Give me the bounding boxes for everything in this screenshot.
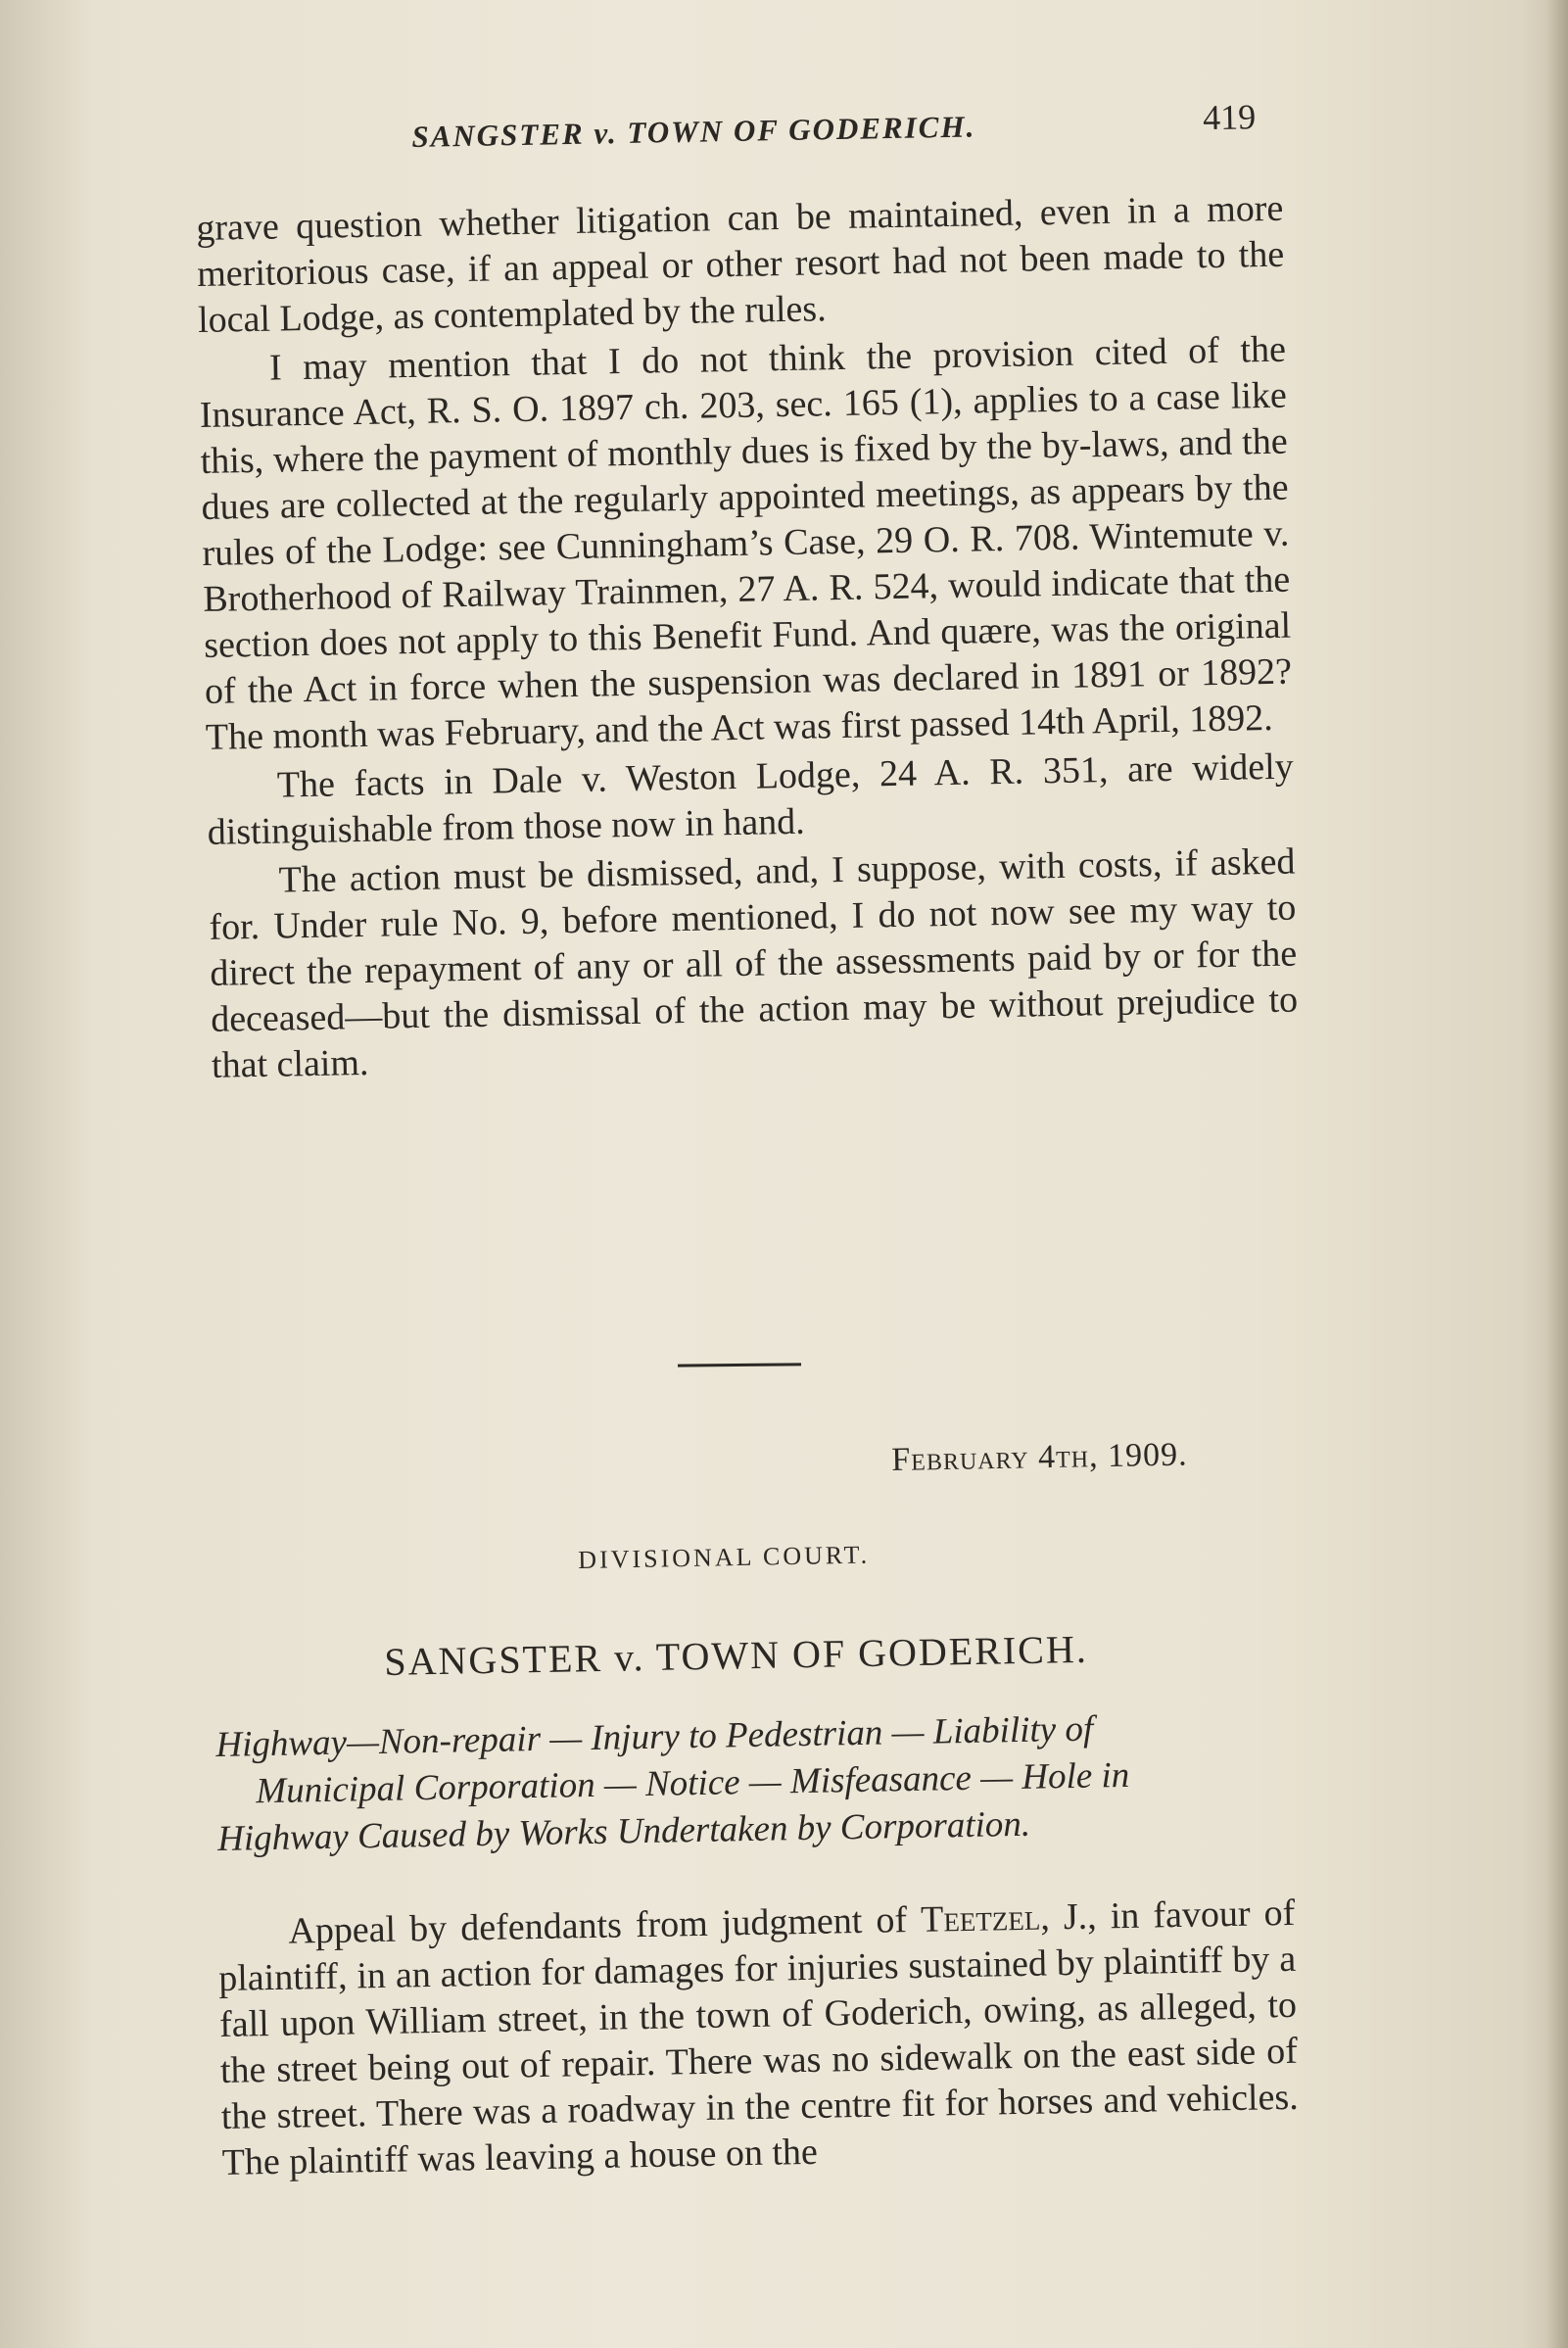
appeal-rest: , J., in favour of plaintiff, in an action for damages for injuries sustained by plaintiff by a fall upon William street, in the town of Goderich, owing, as alleged, to the street being out of repair. There was no sidewalk on the east side of the street. There was a roadway in the centre fit for horses and vehicles. The plaintiff was leaving a house on the bbox=[217, 1892, 1300, 2183]
appeal-lead: Appeal by defendants from judgment of bbox=[288, 1898, 922, 1952]
page-edge-shadow bbox=[1546, 0, 1568, 2348]
running-title: SANGSTER v. TOWN OF GODERICH. bbox=[411, 109, 976, 154]
headnote-line-3: Highway Caused by Works Undertaken by Corporation. bbox=[216, 1803, 1031, 1859]
running-head bbox=[196, 96, 1274, 174]
paragraph-insurance-act: I may mention that I do not think the provision cited of the Insurance Act, R. S. O. 1897 ch. 203, sec. 165 (1), applies to a case like this, where the payment of monthly dues is fixed by the by-laws, and the dues are collected at the regularly appointed meetings, as appears by the rules of the Lodge: see Cunningham’s Case, 29 O. R. 708. Wintemute v. Brotherhood of Railway Trainmen, 27 A. R. 524, would indicate that the section does not apply to this Benefit Fund. And quære, was the original of the Act in force when the suspension was declared in 1891 or 1892? The month was February, and the Act was first passed 14th April, 1892. bbox=[199, 328, 1293, 758]
headnote-line-1: Highway—Non-repair — Injury to Pedestrian — Liability of bbox=[215, 1708, 1094, 1765]
headnote bbox=[215, 1702, 1295, 1863]
judge-name: Teetzel bbox=[920, 1896, 1041, 1941]
paragraph-continuation: grave question whether litigation can be maintained, even in a more meritorious case, if an appeal or other resort had not been made to the local Lodge, as contemplated by the rules. bbox=[196, 187, 1285, 341]
page-number: 419 bbox=[1202, 97, 1257, 138]
decision-date: February 4th, 1909. bbox=[891, 1436, 1188, 1478]
case-title: SANGSTER v. TOWN OF GODERICH. bbox=[384, 1626, 1089, 1684]
judgment-text bbox=[196, 186, 1299, 1092]
appeal-statement bbox=[217, 1891, 1300, 2189]
section-divider bbox=[678, 1363, 801, 1366]
paragraph-dale-case: The facts in Dale v. Weston Lodge, 24 A. R. 351, are widely distinguishable from those now in hand. bbox=[207, 745, 1295, 853]
paragraph-dismissal: The action must be dismissed, and, I suppose, with costs, if asked for. Under rule No. 9, before mentioned, I do not now see my way to direct the repayment of any or all of the assessments paid by or for the deceased—but the dismissal of the action may be without prejudice to that claim. bbox=[209, 840, 1299, 1086]
appeal-paragraph bbox=[217, 1891, 1300, 2186]
headnote-line-2: Municipal Corporation — Notice — Misfeasance — Hole in bbox=[255, 1754, 1130, 1812]
court-name: DIVISIONAL COURT. bbox=[578, 1540, 871, 1574]
